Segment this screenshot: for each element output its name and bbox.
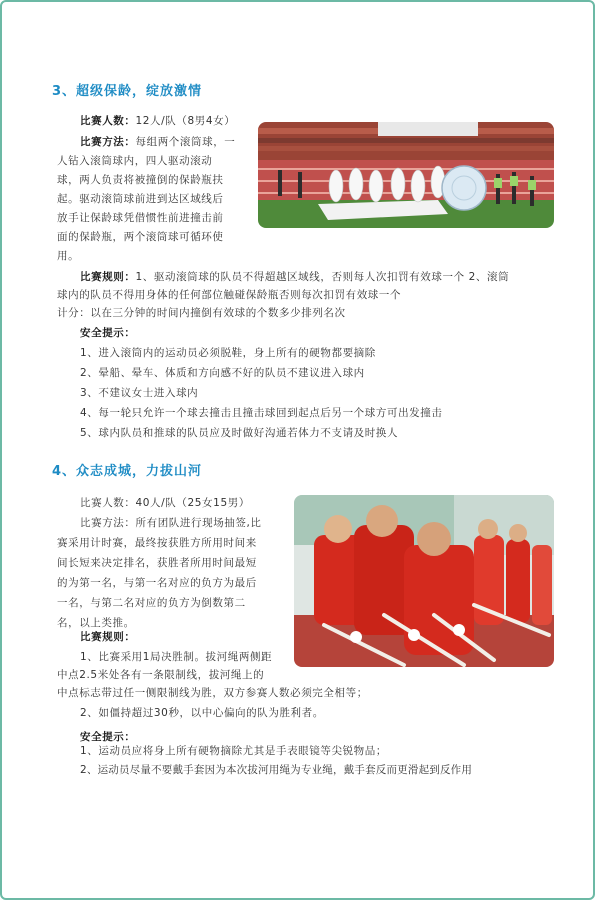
section-4-title: 4、众志成城，力拔山河 — [52, 464, 203, 479]
bowling-game-photo — [258, 122, 554, 228]
bowling-game-illustration — [258, 122, 554, 228]
participants-line-4 — [80, 496, 250, 510]
tug-of-war-photo — [294, 495, 554, 667]
method-line-5: 面的保龄瓶，两个滚筒球可循环使 — [57, 231, 224, 243]
method-line-1: 人钻入滚筒球内，四人驱动滚动 — [57, 155, 213, 167]
method-label-4: 比赛方法： — [80, 517, 136, 529]
method-line-3: 起。驱动滚筒球前进到达区域线后 — [57, 193, 224, 205]
participants-label: 比赛人数： — [80, 115, 136, 127]
safety-item-4-1: 2、运动员尽量不要戴手套因为本次拔河用绳为专业绳，戴手套反而更滑起到反作用 — [80, 764, 473, 776]
method-label: 比赛方法： — [80, 136, 136, 148]
safety-item-3-4: 5、球内队员和推球的队员应及时做好沟通若体力不支请及时换人 — [80, 427, 399, 439]
tug-of-war-illustration — [294, 495, 554, 667]
method-text: 每组两个滚筒球，一 — [135, 136, 236, 148]
rules-label-4: 比赛规则： — [80, 631, 136, 643]
method-line-4: 放手让保龄球凭借惯性前进撞击前 — [57, 212, 224, 224]
safety-item-3-3: 4、每一轮只允许一个球去撞击且撞击球回到起点后另一个球方可出发撞击 — [80, 407, 443, 419]
safety-item-3-2: 3、不建议女士进入球内 — [80, 387, 199, 399]
rules-line-4-0: 1、比赛采用1局决胜制。拔河绳两侧距 — [80, 651, 273, 663]
rules-label: 比赛规则： — [80, 271, 136, 283]
rules-line-1: 球内的队员不得用身体的任何部位触碰保龄瓶否则每次扣罚有效球一个 — [57, 289, 402, 301]
method-line-4-2: 间长短来决定排名，获胜者所用时间最短 — [57, 557, 257, 569]
safety-item-3-0: 1、进入滚筒内的运动员必须脱鞋，身上所有的硬物都要摘除 — [80, 347, 376, 359]
section-3-title: 3、超级保龄，绽放激情 — [52, 84, 203, 99]
method-line-4-5: 名，以上类推。 — [57, 617, 135, 629]
participants-value-4: 40人/队（25女15男） — [135, 497, 250, 509]
rules-line-4-3: 2、如僵持超过30秒，以中心偏向的队为胜利者。 — [80, 707, 324, 719]
safety-label-4: 安全提示： — [80, 731, 136, 743]
rules-line-2: 计分：以在三分钟的时间内撞倒有效球的个数多少排列名次 — [57, 307, 346, 319]
method-line-4-3: 的为第一名，与第一名对应的负方为最后 — [57, 577, 257, 589]
rules-line-4-1: 中点2.5米处各有一条限制线，拔河绳上的 — [57, 669, 265, 681]
safety-item-4-0: 1、运动员应将身上所有硬物摘除尤其是手表眼镜等尖锐物品； — [80, 745, 387, 757]
rules-line-0 — [80, 270, 509, 284]
rules-text: 1、驱动滚筒球的队员不得超越区域线，否则每人次扣罚有效球一个 2、滚筒 — [135, 271, 510, 283]
safety-item-3-1: 2、晕船、晕车、体质和方向感不好的队员不建议进入球内 — [80, 367, 365, 379]
method-line-0 — [80, 135, 235, 149]
method-text-4: 所有团队进行现场抽签,比 — [135, 517, 262, 529]
participants-value: 12人/队（8男4女） — [135, 115, 236, 127]
method-line-2: 球，两人负责将被撞倒的保龄瓶扶 — [57, 174, 224, 186]
rules-line-4-2: 中点标志带过任一侧限制线为胜，双方参赛人数必须完全相等； — [57, 687, 368, 699]
participants-line — [80, 114, 235, 128]
method-line-4-4: 一名，与第二名对应的负方为倒数第二 — [57, 597, 246, 609]
method-line-4-0 — [80, 516, 262, 530]
participants-label-4: 比赛人数： — [80, 497, 136, 509]
method-line-6: 用。 — [57, 250, 80, 262]
safety-label-3: 安全提示： — [80, 327, 136, 339]
method-line-4-1: 赛采用计时赛，最终按获胜方所用时间来 — [57, 537, 257, 549]
